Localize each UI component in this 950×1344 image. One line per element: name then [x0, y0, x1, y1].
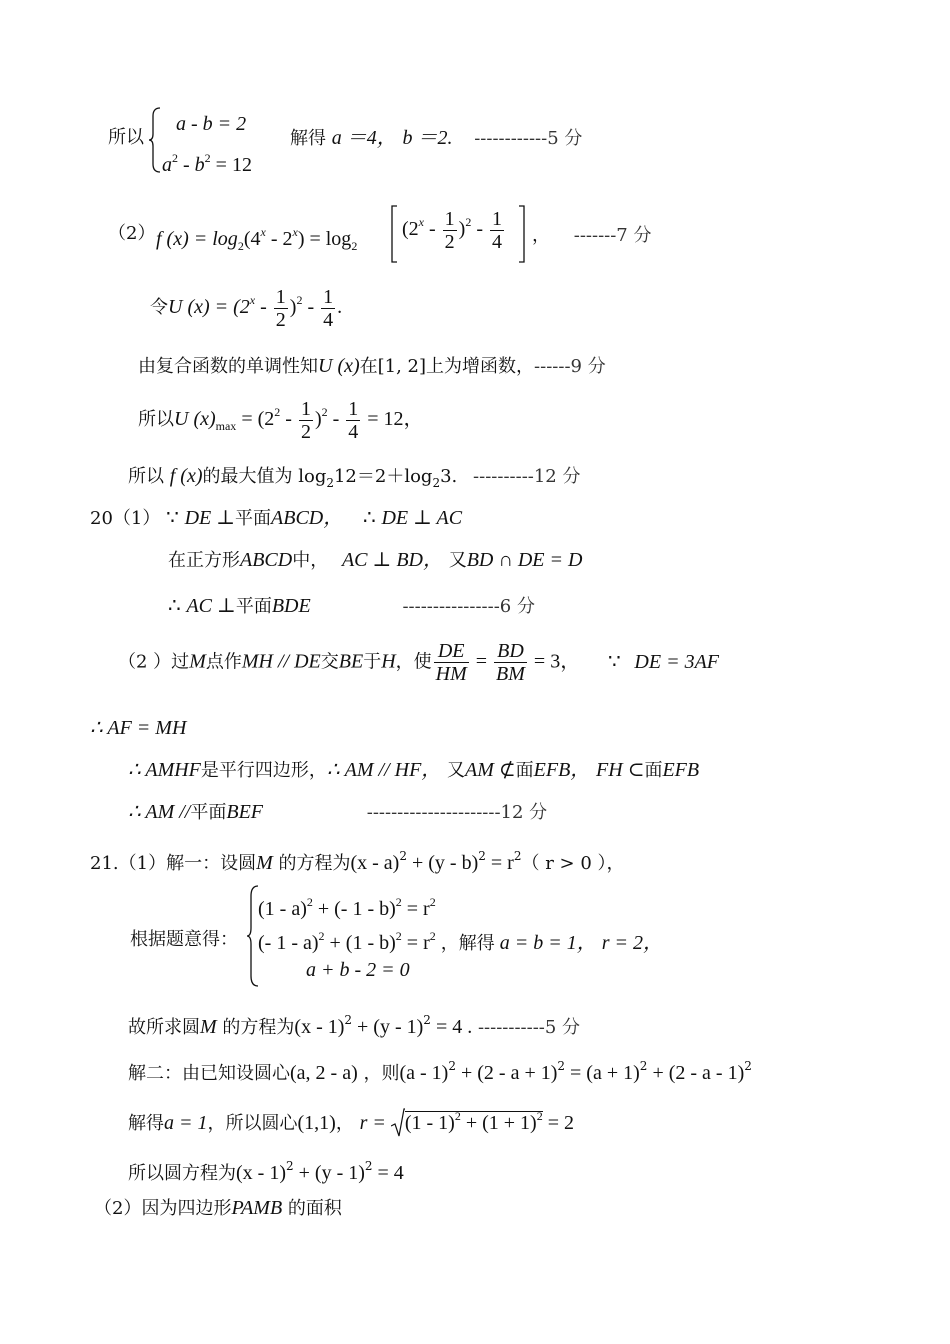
minus-sign: - — [424, 218, 441, 241]
efb-2: EFB — [662, 759, 700, 781]
score-7-line — [532, 224, 651, 248]
score-7: -------7 分 — [573, 225, 652, 246]
a-eq-b-eq-1: a = b = 1， — [499, 932, 597, 954]
circle-eq-text: 所以圆方程为 — [128, 1163, 236, 1184]
b-value: b ＝2. — [402, 127, 453, 149]
value-text-3: 3. — [440, 466, 458, 487]
equals-sign: = — [470, 650, 493, 673]
prefix-text: 所以 — [108, 127, 144, 148]
bef: BEF — [226, 801, 264, 823]
q20-line-6 — [128, 758, 699, 783]
pamb: PAMB — [231, 1197, 283, 1219]
zhong: 中， — [292, 550, 329, 571]
fraction-de-hm: $\frac{DE}{HM}$ — [435, 640, 467, 685]
solve-label-2: ，解得 — [440, 933, 495, 954]
q21-line-4: 解二：由已知设圆心(a, 2 - a) ，则$(a - 1)^2 + (2 - a + 1)^2 = (a + 1)^2 + (2 - a - 1)^2$ — [128, 1059, 752, 1084]
bd-cap-de: BD ∩ DE = D — [466, 549, 583, 571]
y-minus-1-b: + (y - 1) — [293, 1162, 365, 1184]
solution-line-3: 令U $(x) = (2^x$ - $\frac{1}{2}$ )$^2$ - $\frac{1}{4}$ . — [150, 286, 343, 331]
radius-r: r = — [359, 1112, 391, 1134]
minus-sign-3: - — [255, 296, 272, 319]
fraction-quarter: $\frac{1}{4}$ — [492, 208, 503, 253]
sqrt-sign — [391, 1108, 405, 1138]
log-base-2: 2 — [351, 239, 358, 253]
circle-m-2: M — [200, 1016, 217, 1038]
center-1-1: (1,1) — [297, 1112, 336, 1134]
be: BE — [338, 650, 364, 673]
equals-log: ) = log — [297, 228, 352, 250]
fraction-half-2: $\frac{1}{2}$ — [275, 286, 286, 331]
left-bracket — [390, 205, 398, 267]
part-label: （2） — [108, 223, 156, 244]
solution-line-5: 所以U $(x)_{max} = (2^2$ - $\frac{1}{2}$ )$^2$ - $\frac{1}{4}$ = 12， — [138, 398, 424, 443]
x-minus-1-b: (x - 1) — [236, 1162, 286, 1184]
period: . — [337, 296, 343, 319]
u-x: U (x) — [318, 355, 360, 377]
de-3af: DE = 3AF — [634, 650, 719, 673]
left-brace-1 — [148, 106, 162, 178]
row1-b: + (- 1 - b) — [312, 898, 396, 920]
x-minus-1: (x - 1) — [294, 1016, 345, 1038]
solution-line-1 — [108, 126, 144, 150]
therefore-symbol-2: ∴ — [168, 595, 181, 617]
sq-3: 2 — [513, 849, 522, 863]
de-perp: DE ⊥ — [184, 507, 236, 529]
square-3: 2 — [321, 405, 328, 420]
mian-word: 面 — [515, 760, 534, 781]
system-row-3 — [306, 958, 410, 982]
f-x-log: f (x) = log — [156, 228, 238, 250]
term-1: (a - 1) — [399, 1062, 449, 1084]
fraction-half-3: $\frac{1}{2}$ — [300, 398, 311, 443]
plane-word-2: 平面 — [235, 596, 272, 617]
score-12: ----------12 分 — [473, 466, 581, 487]
square: 2 — [465, 215, 472, 230]
log-base: 2 — [237, 239, 244, 253]
fh-sub: FH ⊂ — [596, 759, 645, 781]
q21-line-5 — [128, 1104, 574, 1138]
yu: 于 — [363, 651, 382, 673]
parallelogram-text: 是平行四边形， — [200, 760, 327, 781]
system-row-1: (1 - a)$^2$ + (- $1 - b)^2 = r^2$ — [258, 895, 436, 920]
am-not-sub: AM ⊄ — [465, 759, 516, 781]
monotone-text: 由复合函数的单调性知 — [138, 356, 318, 377]
circle-m: M — [256, 852, 273, 874]
method-2-text: 解二：由已知设圆心 — [128, 1063, 290, 1084]
two-power: (2 — [402, 218, 419, 241]
because-symbol-2: ∵ — [607, 650, 621, 673]
fraction-half: $\frac{1}{2}$ — [444, 208, 455, 253]
eq-4-b: = 4 — [372, 1162, 404, 1184]
q20-line-7 — [128, 800, 547, 825]
q21-line-1 — [90, 844, 625, 876]
solve-text-1 — [290, 126, 582, 151]
log-arg: (4 — [243, 228, 261, 250]
row2-a: (- 1 - a) — [258, 932, 319, 954]
exponent-2: 2 — [172, 151, 178, 165]
equation-a-minus-b: a - b = 2 — [176, 113, 247, 135]
therefore-symbol: ∴ — [362, 507, 376, 529]
bde: BDE — [271, 595, 311, 617]
r-positive: （ r > 0 ）， — [521, 853, 625, 874]
because-symbol: ∵ — [166, 507, 179, 529]
rad-2: + (1 + 1) — [460, 1112, 537, 1134]
exp-x: x — [260, 225, 266, 239]
r-sq: = r — [485, 852, 514, 874]
ac-perp: AC ⊥ — [186, 595, 236, 617]
square-text: 在正方形 — [168, 550, 240, 571]
q20-line-5 — [90, 716, 186, 740]
row1-a: (1 - a) — [258, 898, 307, 920]
exp-2: 2 — [274, 405, 281, 420]
u-x-max: U (x) — [174, 408, 216, 431]
jiao: 交 — [320, 651, 339, 673]
max-value-text: 的最大值为 log — [202, 466, 327, 487]
q20-line-3 — [168, 594, 535, 619]
q21-line-3: 故所求圆M 的方程为(x - 1)$^2$ + (y - 1)$^2$ = 4 . -----------5 分 — [128, 1013, 581, 1038]
prefix-text-2: 所以 — [138, 409, 174, 431]
max-sub: max — [215, 419, 237, 434]
eq-4: = 4 . — [430, 1016, 473, 1038]
square-2: 2 — [296, 293, 303, 308]
mh-parallel-de: MH // DE — [241, 650, 321, 673]
fraction-bd-bm: $\frac{BD}{BM}$ — [496, 640, 525, 685]
ling-label: 令 — [150, 297, 168, 319]
q20-line-1 — [90, 506, 462, 531]
sq-2: 2 — [478, 849, 486, 863]
system-label — [130, 928, 238, 952]
part-2-label: （2 ）过 — [118, 651, 190, 673]
q21-line-7 — [94, 1196, 342, 1221]
row3: a + b - 2 = 0 — [306, 959, 410, 981]
score-5: ------------5 分 — [474, 128, 583, 149]
shi: ，使 — [395, 651, 432, 673]
mian-word-2: 面 — [644, 760, 663, 781]
row2-b: + (1 - b) — [324, 932, 396, 954]
area-text: 的面积 — [287, 1198, 342, 1219]
plane-word-3: 平面 — [190, 802, 227, 823]
term-2: + (2 - a + 1) — [455, 1062, 558, 1084]
point-h: H — [381, 650, 396, 673]
comma-2: ， — [335, 1113, 354, 1134]
u-x-def: U (x) = (2 — [168, 296, 250, 319]
then-text: ，则 — [363, 1063, 400, 1084]
equals-12: = 12 — [215, 154, 252, 176]
solve-label: 解得 — [290, 128, 326, 149]
equation-text-2: 的方程为 — [222, 1017, 295, 1038]
am-parallel-hf: ∴ AM // HF， — [326, 759, 442, 781]
score-5-b: -----------5 分 — [477, 1017, 581, 1038]
part-2-text: （2）因为四边形 — [94, 1198, 232, 1219]
fraction-quarter-2: $\frac{1}{4}$ — [323, 286, 334, 331]
var-a: a — [162, 154, 172, 176]
rad-1: (1 - 1) — [404, 1112, 455, 1134]
make-text: 点作 — [205, 651, 242, 673]
center-a: (a, 2 - a) — [290, 1062, 358, 1084]
de-perp-ac: DE ⊥ AC — [381, 507, 463, 529]
minus-2: - 2 — [265, 228, 293, 250]
ac-perp-bd: AC ⊥ BD， — [341, 549, 443, 571]
f-x: f (x) — [169, 465, 203, 487]
y-minus-1: + (y - 1) — [352, 1016, 424, 1038]
score-9: ------9 分 — [534, 356, 606, 377]
solution-line-2 — [108, 222, 155, 246]
plane-word: 平面 — [235, 508, 272, 529]
system-eq-1 — [176, 112, 246, 136]
row2-c: = r — [401, 932, 430, 954]
term-4: + (2 - a - 1) — [647, 1062, 745, 1084]
value-text-2: 12＝2＋log — [333, 466, 433, 487]
solution-line-6 — [128, 464, 580, 495]
exp-x-2: x — [249, 293, 256, 308]
log-base-3: 2 — [326, 476, 334, 490]
minus-sign-5: - — [280, 408, 297, 431]
term-3: = (a + 1) — [565, 1062, 640, 1084]
a-value: a ＝4， — [331, 127, 397, 149]
q21-line-6: 所以圆方程为(x - 1)$^2$ + (y - 1)$^2$ = 4 — [128, 1159, 404, 1184]
q20-line-2 — [168, 548, 582, 573]
comma: ， — [532, 225, 550, 246]
question-20-label: 20（1） — [90, 508, 161, 529]
minus-sign-4: - — [302, 296, 320, 319]
solution-line-4 — [138, 354, 606, 379]
log-base-4: 2 — [432, 476, 441, 490]
bracket-content: (2$^x$ - $\frac{1}{2}$ )$^2$ - $\frac{1}{4}$ — [402, 208, 503, 253]
r-eq-2: r = 2， — [601, 932, 664, 954]
abcd: ABCD， — [271, 507, 344, 529]
increasing-text: 在[1, 2]上为增函数， — [359, 356, 535, 377]
question-21-label: 21.（1）解一：设圆 — [90, 853, 257, 874]
minus-sign-6: - — [327, 408, 345, 431]
result-12: = 12， — [362, 408, 424, 431]
equals-2: = (2 — [236, 408, 275, 431]
x-minus-a: (x - a) — [350, 852, 400, 874]
score-12-b: ----------------------12 分 — [366, 802, 548, 823]
equals-3: = 3， — [528, 650, 581, 673]
af-eq-mh: ∴ AF = MH — [90, 717, 187, 739]
eq-2-r: = 2 — [542, 1112, 574, 1134]
solve-label-3: 解得 — [128, 1113, 164, 1134]
q20-line-4 — [118, 640, 719, 685]
sq-1: 2 — [399, 849, 407, 863]
system-eq-2 — [162, 146, 252, 177]
according-text: 根据题意得： — [130, 929, 238, 950]
exponent-2b: 2 — [204, 151, 211, 165]
minus-sign-2: - — [471, 218, 489, 241]
result-text: 故所求圆 — [128, 1017, 200, 1038]
score-6: ----------------6 分 — [402, 596, 535, 617]
system-row-2: (- $1 - a)^2 + (1 - b)^2 = r^2$ ，解得 a = b = 1， r = 2， — [258, 929, 664, 954]
you-word-2: 又 — [447, 760, 466, 781]
log-expression: f $(x) = \log_2(4^x - 2^x) = \log_2$ — [156, 225, 358, 253]
abcd-2: ABCD — [240, 549, 293, 571]
right-bracket — [518, 205, 526, 267]
center-text: ，所以圆心 — [207, 1113, 298, 1134]
var-b: - b — [183, 154, 205, 176]
amhf: ∴ AMHF — [128, 759, 201, 781]
prefix-text-3: 所以 — [128, 466, 164, 487]
y-minus-b: + (y - b) — [406, 852, 479, 874]
you-word: 又 — [448, 550, 467, 571]
row1-c: = r — [401, 898, 430, 920]
am-parallel: ∴ AM // — [128, 801, 191, 823]
fraction-quarter-3: $\frac{1}{4}$ — [348, 398, 359, 443]
equation-text: 的方程为 — [278, 853, 351, 874]
a-eq-1: a = 1 — [164, 1112, 208, 1134]
radicand: $(1 - 1)^2 + (1 + 1)^2$ — [404, 1109, 543, 1134]
efb: EFB， — [533, 759, 591, 781]
point-m: M — [189, 650, 206, 673]
